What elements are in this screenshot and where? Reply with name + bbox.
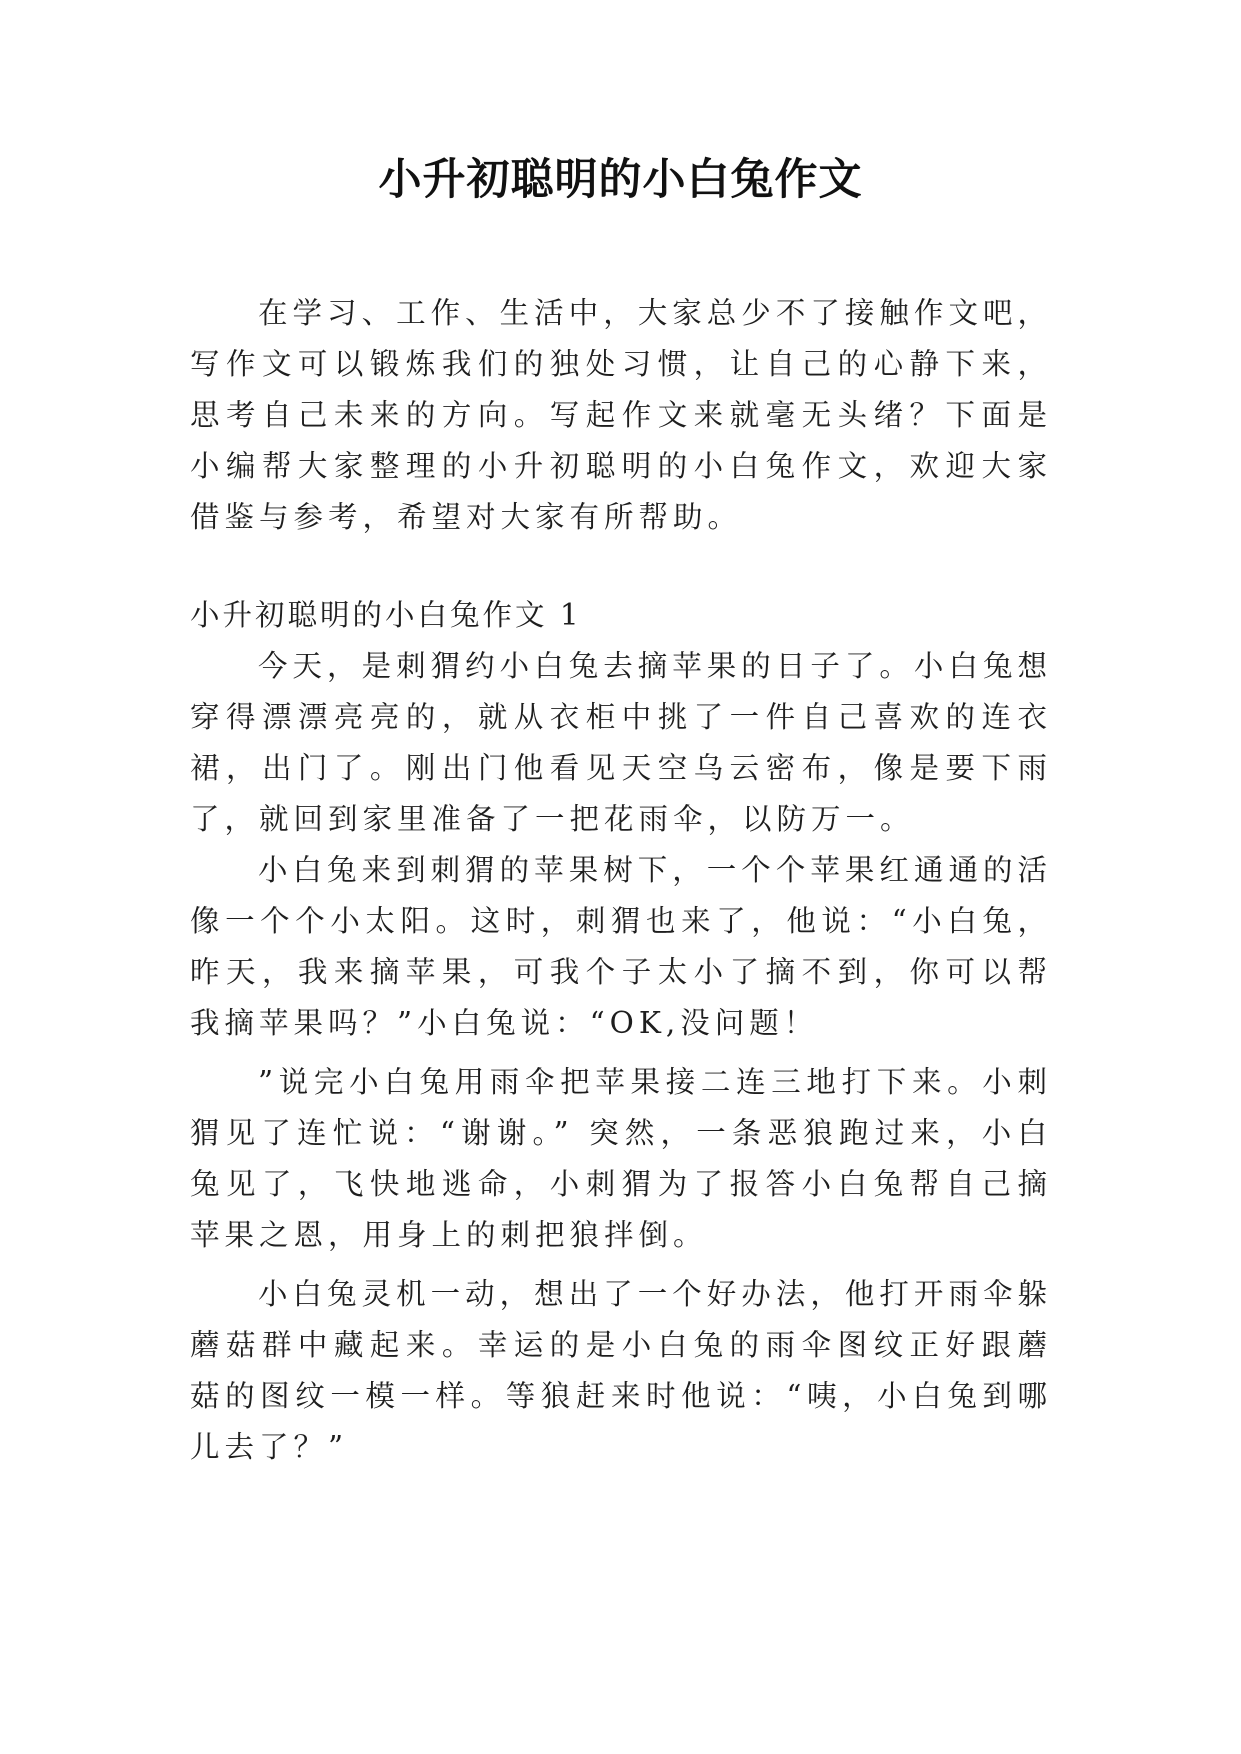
story-paragraph-2: 小白兔来到刺猬的苹果树下，一个个苹果红通通的活像一个个小太阳。这时，刺猬也来了，他说：“小白兔，昨天，我来摘苹果，可我个子太小了摘不到，你可以帮我摘苹果吗？”小白兔说：“OK,没问题！ xyxy=(190,853,1052,1040)
story-paragraph-1: 今天，是刺猬约小白兔去摘苹果的日子了。小白兔想穿得漂漂亮亮的，就从衣柜中挑了一件自己喜欢的连衣裙，出门了。刚出门他看见天空乌云密布，像是要下雨了，就回到家里准备了一把花雨伞，以防万一。 xyxy=(190,649,1052,836)
intro-paragraph: 在学习、工作、生活中，大家总少不了接触作文吧，写作文可以锻炼我们的独处习惯，让自己的心静下来，思考自己未来的方向。写起作文来就毫无头绪？下面是小编帮大家整理的小升初聪明的小白兔作文，欢迎大家借鉴与参考，希望对大家有所帮助。 xyxy=(190,296,1052,534)
section-heading: 小升初聪明的小白兔作文 1 xyxy=(190,598,582,632)
story-paragraph-4: 小白兔灵机一动，想出了一个好办法，他打开雨伞躲蘑菇群中藏起来。幸运的是小白兔的雨伞图纹正好跟蘑菇的图纹一模一样。等狼赶来时他说：“咦，小白兔到哪儿去了？” xyxy=(190,1277,1052,1464)
story-paragraph-3: ”说完小白兔用雨伞把苹果接二连三地打下来。小刺猬见了连忙说：“谢谢。” 突然，一条恶狼跑过来，小白兔见了，飞快地逃命，小刺猬为了报答小白兔帮自己摘苹果之恩，用身上的刺把狼拌倒。 xyxy=(190,1065,1052,1252)
document-title: 小升初聪明的小白兔作文 xyxy=(378,155,863,205)
document-body xyxy=(190,288,1052,1473)
